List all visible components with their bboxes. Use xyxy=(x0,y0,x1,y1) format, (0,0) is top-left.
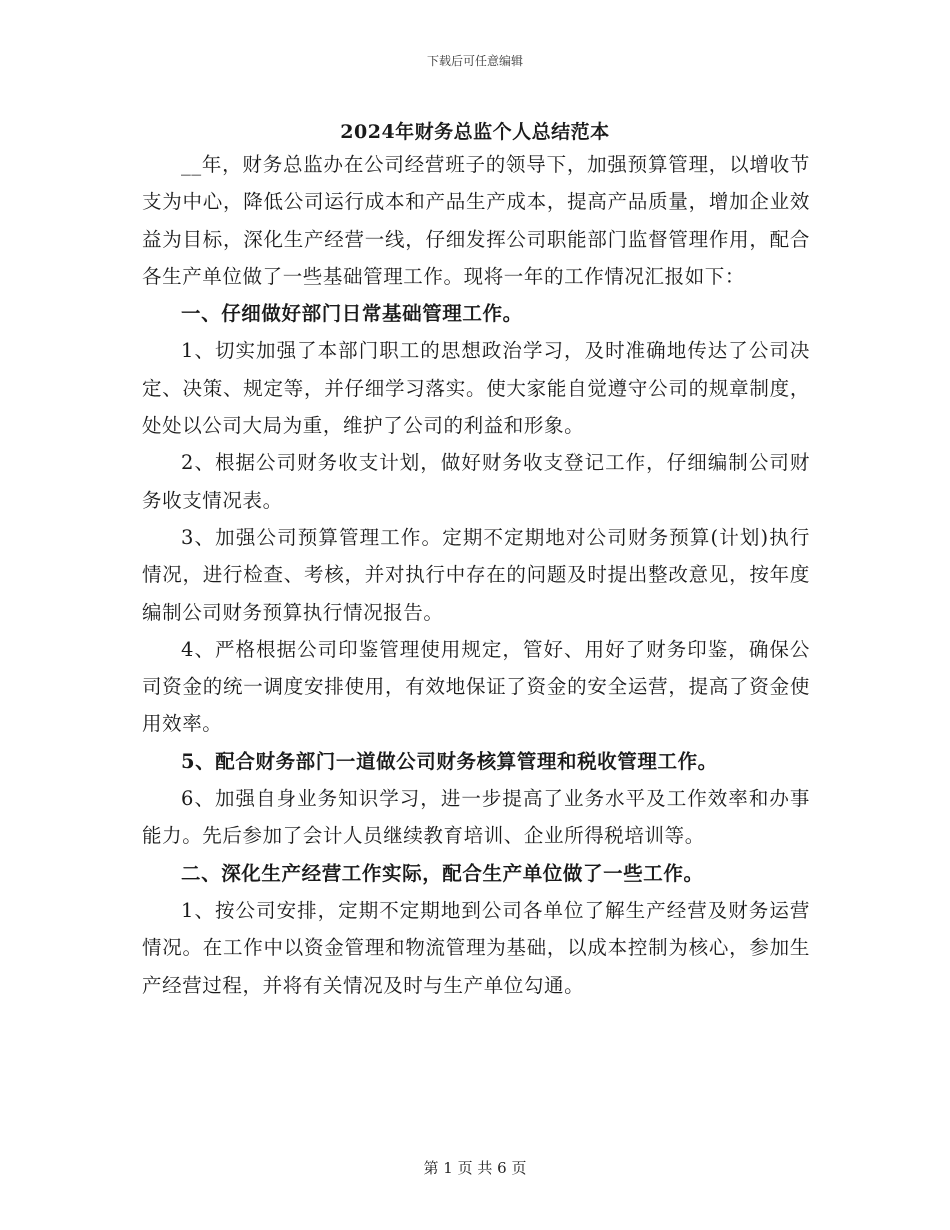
list-item-1-2: 2、根据公司财务收支计划，做好财务收支登记工作，仔细编制公司财务收支情况表。 xyxy=(142,451,810,512)
page-footer: 第 1 页 共 6 页 xyxy=(423,1159,527,1177)
list-item-1-4: 4、严格根据公司印鉴管理使用规定，管好、用好了财务印鉴，确保公司资金的统一调度安排使用，有效地保证了资金的安全运营，提高了资金使用效率。 xyxy=(142,637,810,736)
document-body xyxy=(142,146,810,1004)
page-header: 下载后可任意编辑 xyxy=(426,54,523,68)
list-item-2-1: 1、按公司安排，定期不定期地到公司各单位了解生产经营及财务运营情况。在工作中以资金管理和物流管理为基础，以成本控制为核心，参加生产经营过程，并将有关情况及时与生产单位勾通。 xyxy=(142,898,810,997)
list-item-1-5: 5、配合财务部门一道做公司财务核算管理和税收管理工作。 xyxy=(181,749,718,773)
section-heading-2: 二、深化生产经营工作实际，配合生产单位做了一些工作。 xyxy=(181,861,704,885)
intro-paragraph: __年，财务总监办在公司经营班子的领导下，加强预算管理，以增收节支为中心，降低公司运行成本和产品生产成本，提高产品质量，增加企业效益为目标，深化生产经营一线，仔细发挥公司职能部门监督管理作用，配合各生产单位做了一些基础管理工作。现将一年的工作情况汇报如下： xyxy=(142,153,810,288)
document-title: 2024年财务总监个人总结范本 xyxy=(340,121,610,143)
list-item-1-1: 1、切实加强了本部门职工的思想政治学习，及时准确地传达了公司决定、决策、规定等，并仔细学习落实。使大家能自觉遵守公司的规章制度，处处以公司大局为重，维护了公司的利益和形象。 xyxy=(142,339,810,438)
section-heading-1: 一、仔细做好部门日常基础管理工作。 xyxy=(181,302,523,326)
list-item-1-3: 3、加强公司预算管理工作。定期不定期地对公司财务预算(计划)执行情况，进行检查、考核，并对执行中存在的问题及时提出整改意见，按年度编制公司财务预算执行情况报告。 xyxy=(142,525,810,624)
list-item-1-6: 6、加强自身业务知识学习，进一步提高了业务水平及工作效率和办事能力。先后参加了会计人员继续教育培训、企业所得税培训等。 xyxy=(142,787,810,848)
